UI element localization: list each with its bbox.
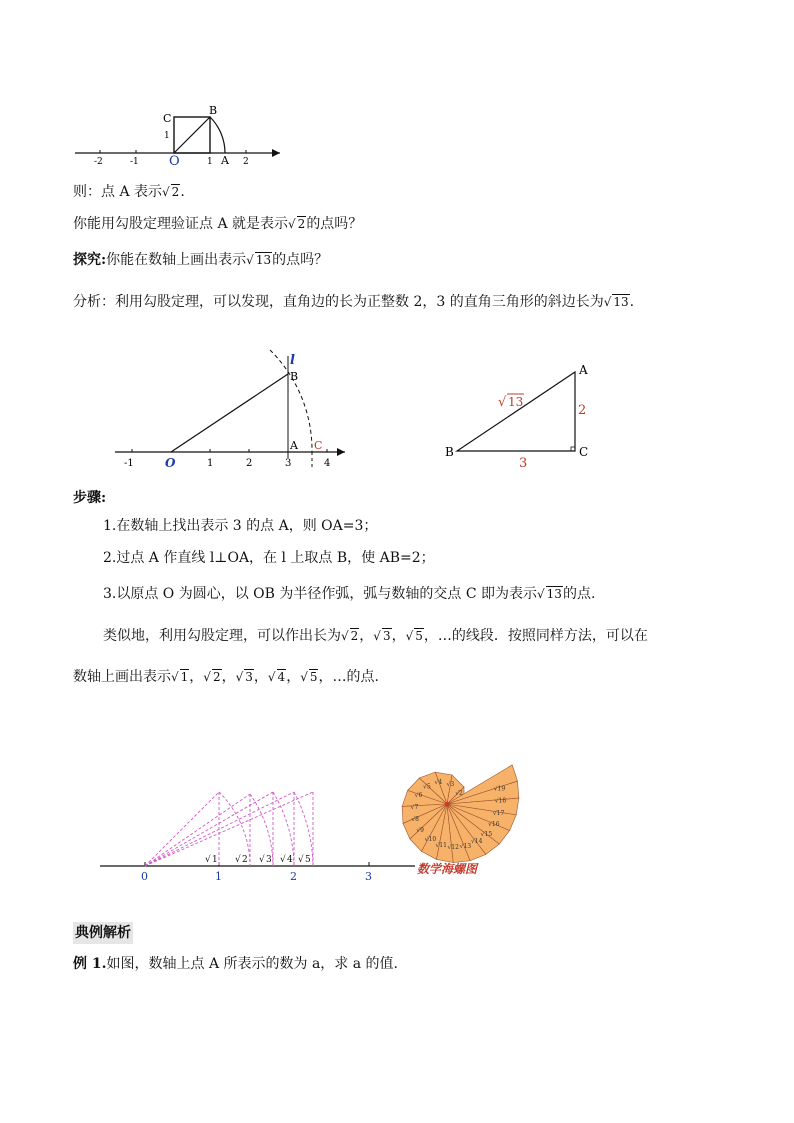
sqrt-expr: √ 13 xyxy=(603,295,629,309)
tick-label: 2 xyxy=(290,870,297,883)
origin-label: O xyxy=(169,154,180,169)
tick-label: 1 xyxy=(207,458,214,469)
spiral-label: √19 xyxy=(493,785,506,793)
spiral-label: √8 xyxy=(411,815,419,823)
spiral-label: √2 xyxy=(455,789,463,797)
spiral-label: √5 xyxy=(423,783,431,791)
sqrt-expr: √ 13 xyxy=(246,253,272,267)
hyp-radical-sign: √ xyxy=(498,395,507,410)
tick-label: 1 xyxy=(215,870,222,883)
text-line-3: 探究:你能在数轴上画出表示√ 13的点吗？ xyxy=(73,252,329,268)
sqrt-point-label: 1 xyxy=(212,855,218,865)
tick-label: 3 xyxy=(285,458,292,469)
paragraph-line-1: 类似地，利用勾股定理，可以作出长为√ 2，√ 3，√ 5，…的线段．按照同样方法，可以在 xyxy=(103,628,648,644)
tick-label: 3 xyxy=(365,870,372,883)
line-label: l xyxy=(290,353,295,368)
sqrt-point-label: 5 xyxy=(305,855,311,865)
spiral-label: √14 xyxy=(470,838,483,846)
step-3: 3.以原点 O 为圆心，以 OB 为半径作弧，弧与数轴的交点 C 即为表示√ 13的点. xyxy=(103,586,596,602)
spiral-label: √4 xyxy=(434,779,443,787)
figure-sqrt13-construction xyxy=(110,348,350,474)
svg-text:√: √ xyxy=(280,855,286,865)
text-line-1: 则：点 A 表示√ 2. xyxy=(73,184,185,200)
point-label: A xyxy=(221,154,229,167)
vertex-label: C xyxy=(579,445,589,459)
svg-text:√: √ xyxy=(259,855,265,865)
tick-label: 2 xyxy=(246,458,253,469)
tick-label: -2 xyxy=(94,157,103,167)
vertex-label: B xyxy=(445,445,454,459)
sqrt-point-label: 3 xyxy=(266,855,272,865)
sqrt-expr: √ 2 xyxy=(288,217,306,231)
figure-square-number-line xyxy=(70,100,290,170)
side-label: 1 xyxy=(164,131,170,141)
svg-text:√: √ xyxy=(298,855,304,865)
spiral-label: √9 xyxy=(416,827,424,835)
spiral-of-theodorus xyxy=(402,765,519,863)
point-label: A xyxy=(290,439,298,452)
point-label: B xyxy=(290,370,299,383)
point-label: C xyxy=(163,112,172,125)
svg-text:√: √ xyxy=(205,855,211,865)
spiral-label: √3 xyxy=(446,781,455,789)
tick-label: 4 xyxy=(324,458,331,469)
sqrt-point-label: 4 xyxy=(287,855,293,865)
side-label: 3 xyxy=(519,456,528,471)
spiral-label: √18 xyxy=(494,797,507,805)
section-heading: 典例解析 xyxy=(73,922,133,944)
tick-label: -1 xyxy=(124,458,134,469)
origin-label: O xyxy=(165,456,176,470)
vertex-label: A xyxy=(579,363,588,377)
hyp-label: 13 xyxy=(508,395,524,409)
spiral-caption: 数学海螺图 xyxy=(417,862,478,876)
point-label: C xyxy=(314,439,323,452)
tick-label: 1 xyxy=(207,157,213,167)
step-2: 2.过点 A 作直线 l⊥OA，在 l 上取点 B，使 AB=2； xyxy=(103,550,435,566)
text-line-4: 分析：利用勾股定理，可以发现，直角边的长为正整数 2，3 的直角三角形的斜边长为√ 13. xyxy=(73,294,635,310)
spiral-label: √11 xyxy=(435,841,447,849)
point-label: B xyxy=(209,104,218,117)
spiral-center xyxy=(445,802,449,806)
spiral-label: √12 xyxy=(447,844,459,852)
spiral-label: √17 xyxy=(492,809,505,817)
figure-right-triangle xyxy=(440,358,600,473)
sqrt-expr: √ 13 xyxy=(537,587,562,601)
tick-label: 2 xyxy=(243,157,249,167)
text-line-2: 你能用勾股定理验证点 A 就是表示√ 2的点吗？ xyxy=(73,216,363,232)
figure-sqrt-spiral xyxy=(95,700,535,890)
example-1: 例 1.如图，数轴上点 A 所表示的数为 a，求 a 的值. xyxy=(73,956,399,972)
spiral-label: √13 xyxy=(459,842,472,850)
sqrt-point-label: 2 xyxy=(242,855,248,865)
sqrt-expr: √ 2 xyxy=(162,185,180,199)
spiral-label: √15 xyxy=(480,830,493,838)
tick-label: -1 xyxy=(130,157,139,167)
steps-heading: 步骤: xyxy=(73,490,107,506)
spiral-label: √7 xyxy=(410,803,419,811)
tick-label: 0 xyxy=(141,870,148,883)
spiral-label: √10 xyxy=(424,836,437,844)
step-1: 1.在数轴上找出表示 3 的点 A，则 OA=3； xyxy=(103,518,378,534)
paragraph-line-2: 数轴上画出表示√ 1，√ 2，√ 3，√ 4，√ 5，…的点. xyxy=(73,669,379,685)
side-label: 2 xyxy=(578,403,587,418)
svg-text:√: √ xyxy=(235,855,241,865)
spiral-label: √6 xyxy=(414,792,423,800)
spiral-label: √16 xyxy=(488,821,500,829)
